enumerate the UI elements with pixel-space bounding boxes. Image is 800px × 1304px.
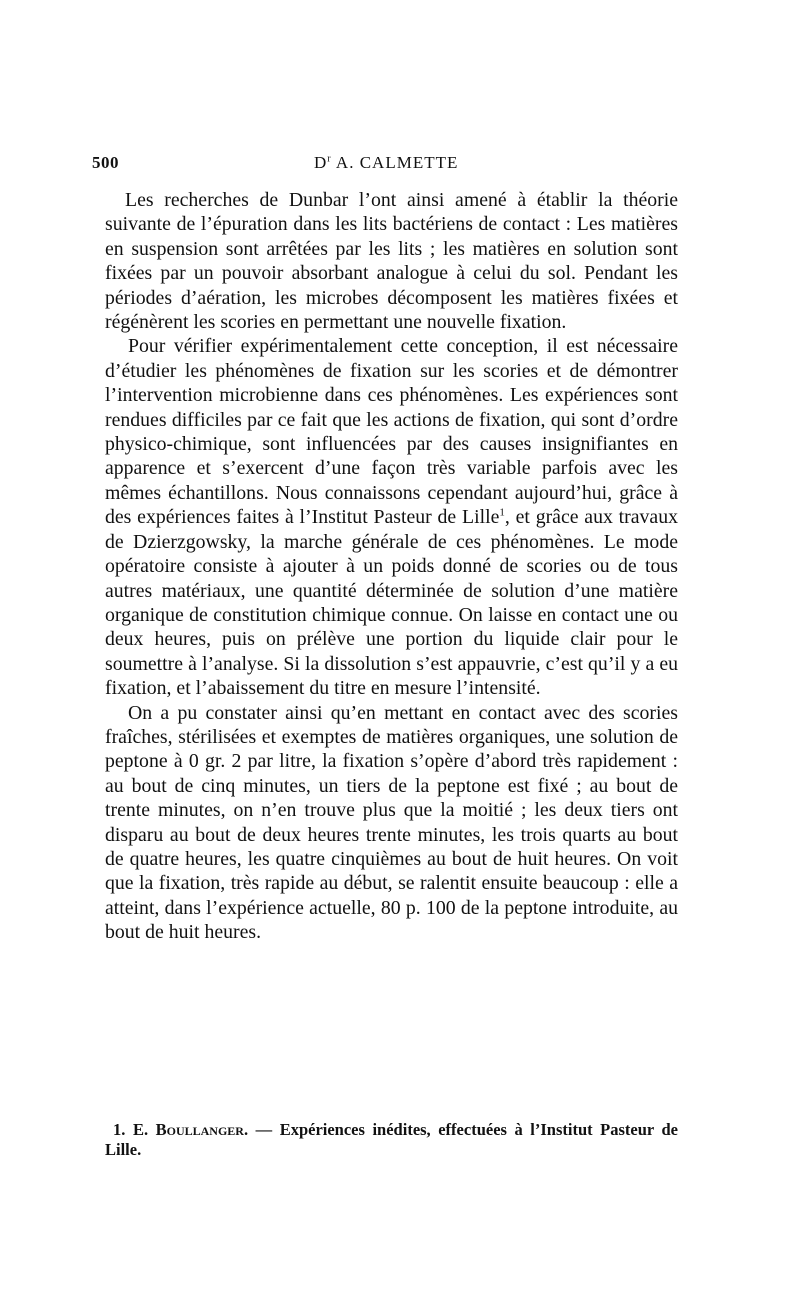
running-title-prefix: D [314,153,328,172]
running-title-sup: r [327,153,332,165]
footnote [105,1120,678,1160]
running-title [314,153,458,173]
running-title-rest: A. CALMETTE [331,153,459,172]
footnote-reference: 1 [499,506,505,519]
page-number: 500 [92,153,119,172]
running-header [92,153,688,177]
paragraph-2-part-2: , et grâce aux travaux de Dzierzgowsky, la marche générale de ces phénomènes. Le mode opératoire consiste à ajouter à un poids donné de scories ou de tous autres matériaux, une quantité déterminée de solution d’une matière organique de constitution chimique connue. On laisse en contact une ou deux heures, puis on prélève une portion du liquide clair pour le soumettre à l’analyse. Si la dissolution s’est appauvrie, c’est qu’il y a eu fixation, et l’abaissement du titre en mesure l’intensité. [105,506,678,700]
body-text [105,188,678,945]
footnote-author: E. Boullanger. [132,1120,249,1139]
paragraph-1: Les recherches de Dunbar l’ont ainsi amené à établir la théorie suivante de l’épuration dans les lits bactériens de contact : Les matières en suspension sont arrêtées par les lits ; les matières en solution sont fixées par un pouvoir absorbant analogue à celui du sol. Pendant les périodes d’aération, les microbes décomposent les matières fixées et régénèrent les scories en permettant une nouvelle fixation. [105,189,678,334]
paragraph-2-part-1: Pour vérifier expérimentalement cette conception, il est nécessaire d’étudier les phénomènes de fixation sur les scories et de démontrer l’intervention microbienne dans ces phénomènes. Les expériences sont rendues difficiles par ce fait que les actions de fixation, qui sont d’ordre physico-chimique, sont influencées par des causes insignifiantes en apparence et s’exercent d’une façon très variable parfois avec les mêmes échantillons. Nous connaissons cependant aujourd’hui, grâce à des expériences faites à l’Institut Pasteur de Lille [105,335,678,529]
footnote-number: 1. [113,1120,126,1139]
paragraph-2 [105,334,678,700]
paragraph-3: On a pu constater ainsi qu’en mettant en contact avec des scories fraîches, stérilisées et exemptes de matières organiques, une solution de peptone à 0 gr. 2 par litre, la fixation s’opère d’abord très rapidement : au bout de cinq minutes, un tiers de la peptone est fixé ; au bout de trente minutes, on n’en trouve plus que la moitié ; les deux tiers ont disparu au bout de deux heures trente minutes, les trois quarts au bout de quatre heures, les quatre cinquièmes au bout de huit heures. On voit que la fixation, très rapide au début, se ralentit ensuite beaucoup : elle a atteint, dans l’expérience actuelle, 80 p. 100 de la peptone introduite, au bout de huit heures. [105,701,678,944]
footnote-text: — Expériences inédites, effectuées à l’Institut Pasteur de Lille. [105,1120,678,1159]
